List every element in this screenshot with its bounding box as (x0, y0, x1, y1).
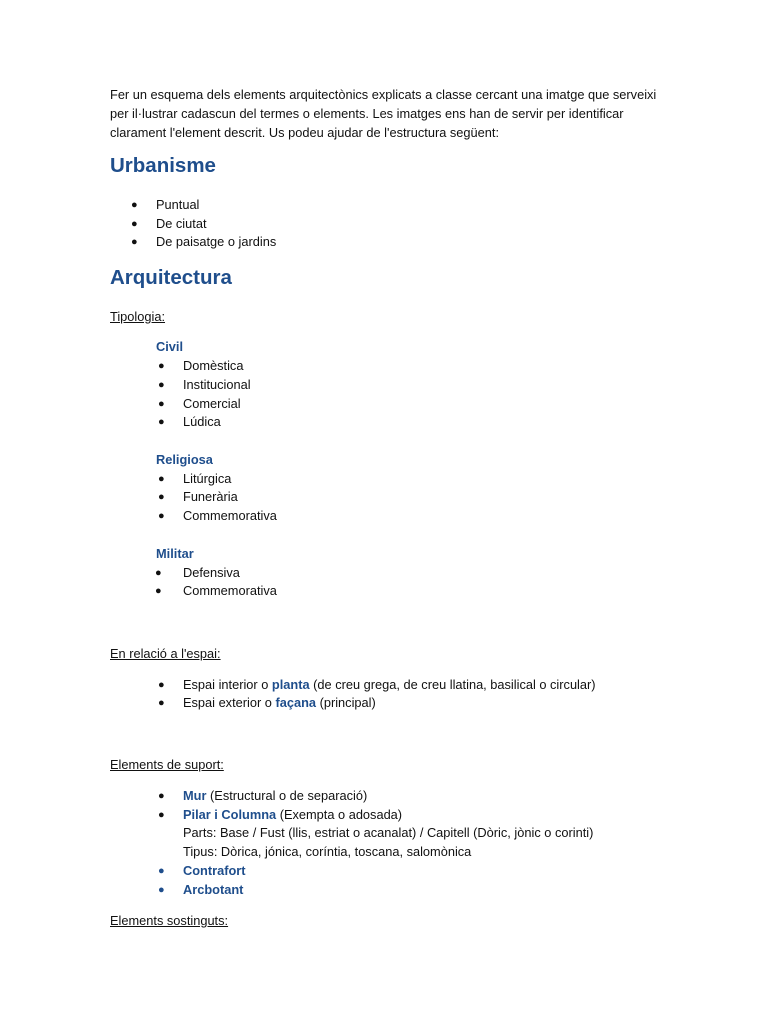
religiosa-subheading: Religiosa (156, 452, 213, 467)
list-item: Arcbotant (183, 882, 244, 897)
list-item: Defensiva (183, 565, 240, 580)
bullet-icon: ● (158, 809, 165, 821)
bullet-icon: ● (158, 360, 165, 372)
list-item-detail: Parts: Base / Fust (llis, estriat o acanalat) / Capitell (Dòric, jònic o corinti) (183, 825, 594, 840)
list-item: Litúrgica (183, 471, 232, 486)
bullet-icon: ● (155, 567, 162, 579)
list-item: Domèstica (183, 358, 244, 373)
bullet-icon: ● (158, 884, 165, 896)
tipologia-label: Tipologia: (110, 309, 166, 324)
bullet-icon: ● (155, 585, 162, 597)
bullet-icon: ● (131, 218, 138, 230)
list-item: Contrafort (183, 863, 246, 878)
bullet-icon: ● (131, 236, 138, 248)
espai-label: En relació a l'espai: (110, 646, 221, 661)
list-item: Espai interior o planta (de creu grega, de creu llatina, basilical o circular) (183, 677, 596, 692)
intro-line: Fer un esquema dels elements arquitectònics explicats a classe cercant una imatge que serveixi (110, 87, 657, 102)
list-item: Institucional (183, 377, 251, 392)
arquitectura-heading: Arquitectura (110, 266, 232, 289)
bullet-icon: ● (131, 199, 138, 211)
bullet-icon: ● (158, 416, 165, 428)
militar-subheading: Militar (156, 546, 194, 561)
intro-line: clarament l'element descrit. Us podeu ajudar de l'estructura següent: (110, 125, 499, 140)
bullet-icon: ● (158, 491, 165, 503)
list-item: Pilar i Columna (Exempta o adosada) (183, 807, 403, 822)
intro-line: per il·lustrar cadascun del termes o elements. Les imatges ens han de servir per identificar (110, 106, 624, 121)
sostinguts-label: Elements sostinguts: (110, 913, 229, 928)
civil-subheading: Civil (156, 339, 184, 354)
list-item-detail: Tipus: Dòrica, jónica, coríntia, toscana, salomònica (183, 844, 472, 859)
list-item: De ciutat (156, 216, 207, 231)
bullet-icon: ● (158, 697, 165, 709)
list-item: Puntual (156, 197, 200, 212)
list-item: Mur (Estructural o de separació) (183, 788, 368, 803)
bullet-icon: ● (158, 473, 165, 485)
list-item: Espai exterior o façana (principal) (183, 695, 376, 710)
bullet-icon: ● (158, 398, 165, 410)
bullet-icon: ● (158, 510, 165, 522)
suport-label: Elements de suport: (110, 757, 224, 772)
list-item: De paisatge o jardins (156, 234, 277, 249)
bullet-icon: ● (158, 679, 165, 691)
list-item: Lúdica (183, 414, 221, 429)
intro-paragraph (110, 85, 670, 142)
urbanisme-heading: Urbanisme (110, 154, 216, 177)
bullet-icon: ● (158, 790, 165, 802)
list-item: Funerària (183, 489, 238, 504)
list-item: Comercial (183, 396, 241, 411)
bullet-icon: ● (158, 865, 165, 877)
bullet-icon: ● (158, 379, 165, 391)
list-item: Commemorativa (183, 508, 277, 523)
list-item: Commemorativa (183, 583, 277, 598)
